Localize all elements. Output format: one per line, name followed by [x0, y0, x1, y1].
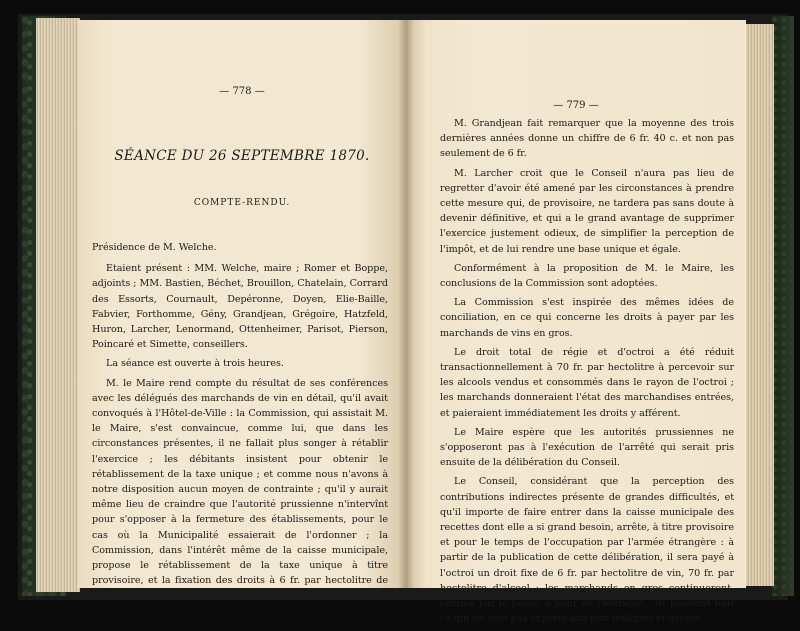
section-heading: COMPTE-RENDU.	[193, 198, 291, 208]
right-body-text	[440, 116, 734, 631]
paragraph: Le Maire espère que les autorités prussiennes ne s'opposeront pas à l'exécution de l'arrêté qui serait pris ensuite de la délibération du Conseil.	[440, 426, 734, 469]
paragraph: La Commission s'est inspirée des mêmes idées de conciliation, en ce qui concerne les droits à payer par les marchands de vins en gros.	[440, 297, 734, 339]
page-edges-right	[744, 24, 774, 586]
page-number: — 778 —	[219, 86, 265, 97]
session-title: SÉANCE DU 26 SEPTEMBRE 1870.	[114, 148, 370, 164]
paragraph: Présidence de M. Welche.	[92, 242, 217, 253]
paragraph: Le droit total de régie et d'octroi a été réduit transactionnellement à 70 fr. par hectolitre à percevoir sur les alcools vendus et consommés dans le rayon de l'octroi ; les marchands donneraient l'état des marchandises entrées, et paieraient immédiatement les droits y afférent.	[440, 346, 734, 419]
right-page	[406, 20, 746, 625]
book-gutter	[398, 20, 414, 588]
page-edges-left	[36, 18, 80, 592]
paragraph: M. le Maire rend compte du résultat de ses conférences avec les délégués des marchands de vin en détail, qu'il avait convoqués à l'Hôtel-de-Ville : la Commission, qui assistait M. le Maire, s'est convaincue, comme lui, que dans les circonstances présentes, il ne fallait plus songer à rétablir l'exercice ; les débitants insistent pour obtenir le rétablissement de la taxe unique ; et comme nous n'avons à notre disposition aucun moyen de contrainte ; qu'il y aurait même lieu de craindre que l'autorité prussienne n'intervînt pour s'opposer à la fermeture des établissements, pour le cas où la Municipalité essaierait de l'ordonner ; la Commission, dans l'intérêt même de la caisse municipale, propose le rétablissement de la taxe unique à titre provisoire, et la fixation des droits à 6 fr. par hectolitre de vin ; à percevoir à l'entrée en ville.	[92, 377, 388, 602]
paragraph: M. Larcher croit que le Conseil n'aura pas lieu de regretter d'avoir été amené par les circonstances à prendre cette mesure qui, de provisoire, ne tardera pas sans doute à devenir définitive, et qui a le grand avantage de supprimer l'exercice justement odieux, de simplifier la perception de l'impôt, et de lui rendre une base unique et égale.	[440, 167, 734, 255]
left-body-text	[92, 240, 388, 608]
paragraph: La séance est ouverte à trois heures.	[106, 358, 284, 370]
paragraph: M. Grandjean fait remarquer que la moyenne des trois dernières années donne un chiffre de 6 fr. 40 c. et non pas seulement de 6 fr.	[440, 118, 734, 160]
paragraph: Le Conseil, considérant que la perception des contributions indirectes présente de grandes difficultés, et qu'il importe de faire entrer dans la caisse municipale des recettes dont elle a si grand besoin, arrête, à titre provisoire et pour le temps de l'occupation par l'armée étrangère : à partir de la publication de cette délibération, il sera payé à l'octroi un droit fixe de 6 fr. par hectolitre de vin, 70 fr. par hectolitre d'alcool ; les marchands en gros continueront, comme par le passé, à jouir de l'entrepôt ; ils paieront tout ce qui ne sera pas exporté aux prix indiqués ci-dessus.	[440, 476, 734, 625]
paragraph: Etaient présent : MM. Welche, maire ; Romer et Boppe, adjoints ; MM. Bastien, Béchet, Brouillon, Chatelain, Corrard des Essorts, Cournault, Depéronne, Doyen, Elie-Baille, Fabvier, Forthomme, Gény, Grandjean, Grégoire, Hatzfeld, Huron, Larcher, Lenormand, Ottenheimer, Parisot, Pierson, Poincaré et Simette, conseillers.	[92, 263, 388, 351]
left-page	[78, 20, 406, 602]
page-number: — 779 —	[553, 100, 599, 111]
marbled-cover-right	[772, 16, 794, 596]
paragraph: Conformément à la proposition de M. le Maire, les conclusions de la Commission sont adoptées.	[440, 262, 734, 290]
